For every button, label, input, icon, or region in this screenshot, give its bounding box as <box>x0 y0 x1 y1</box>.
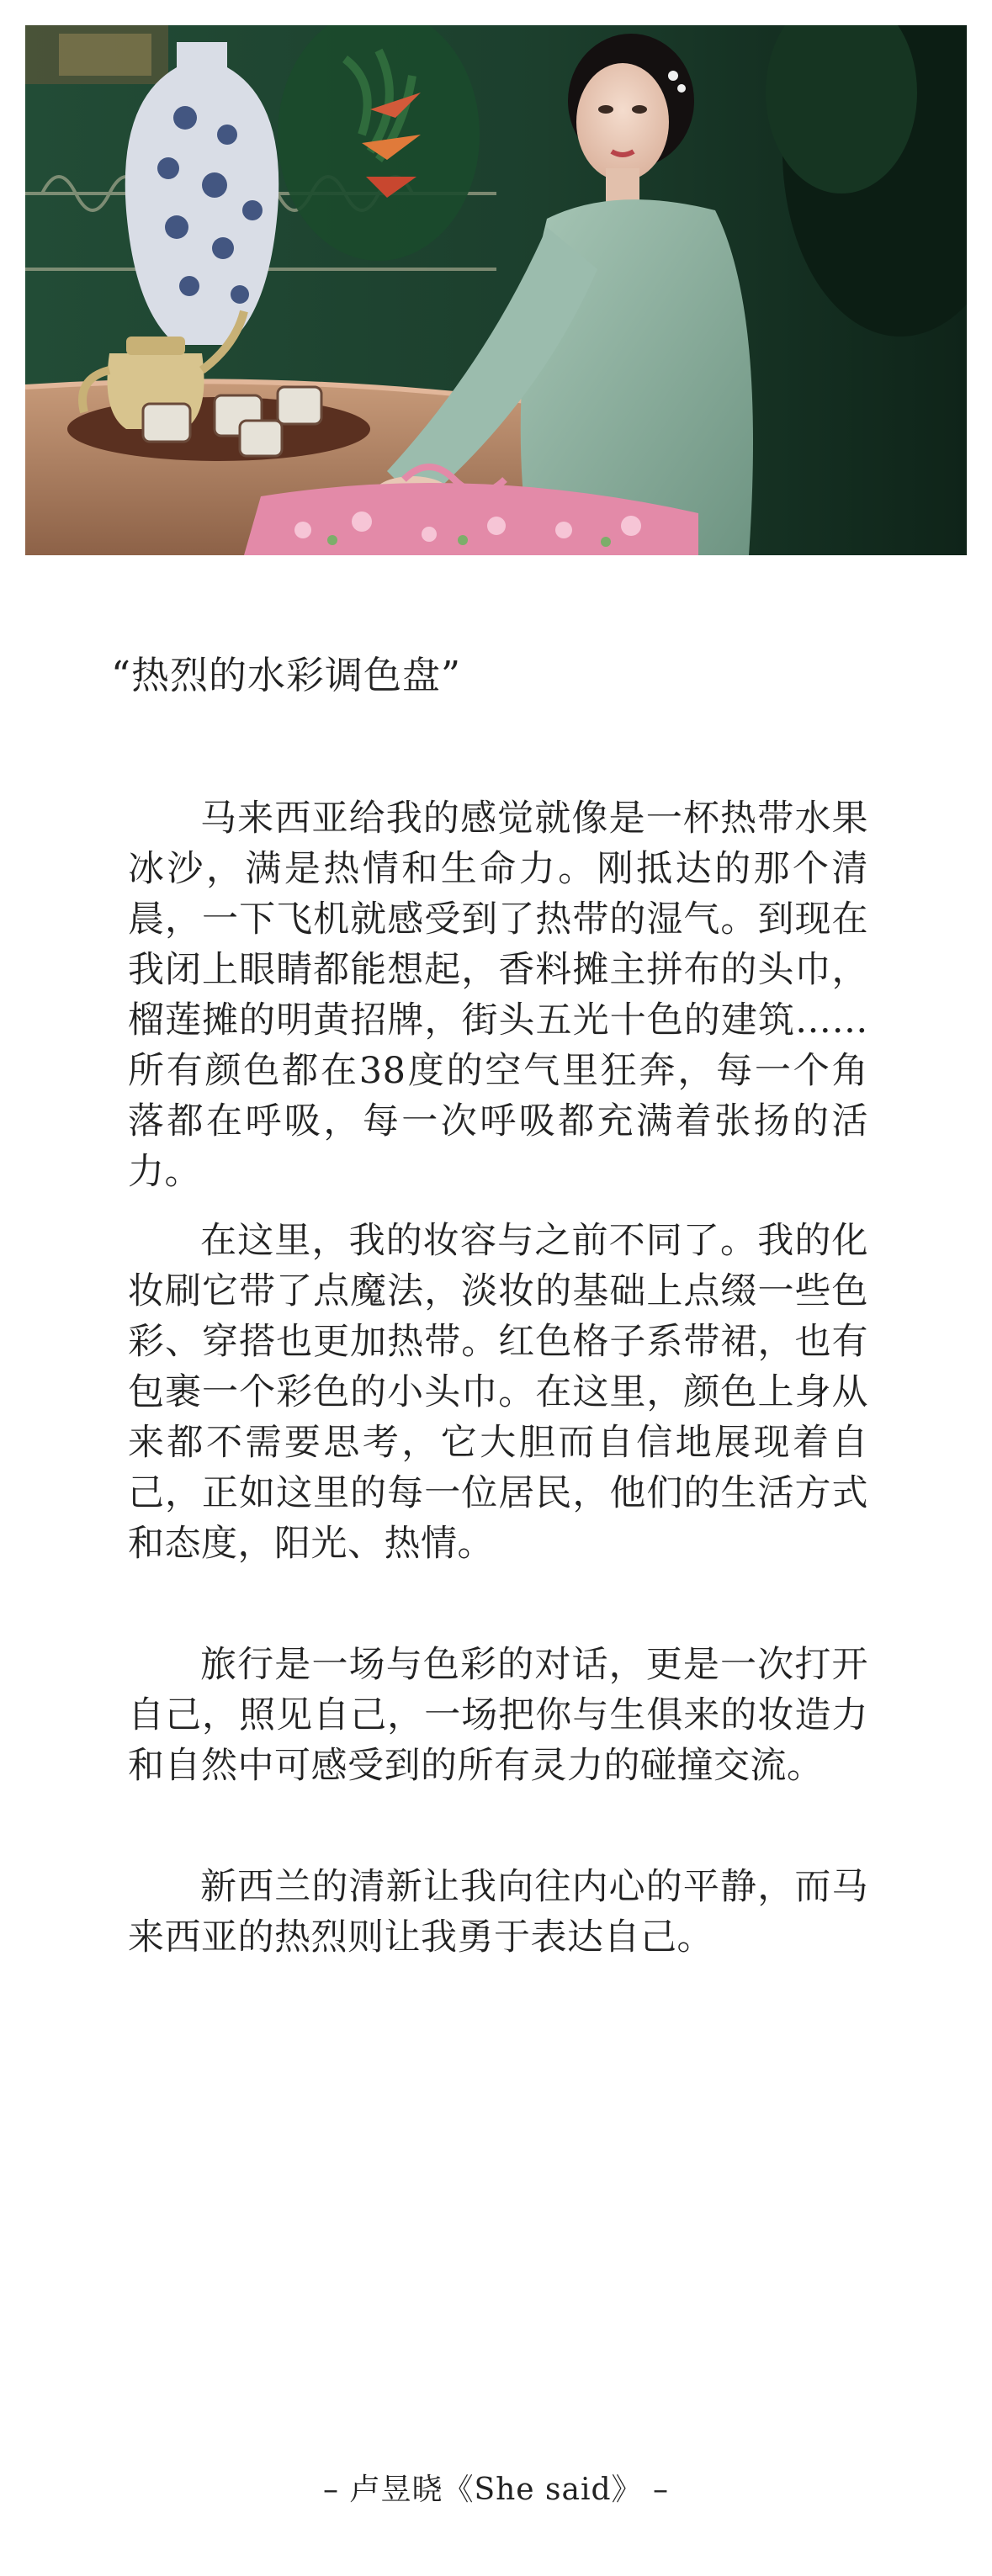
article-title: “热烈的水彩调色盘” <box>111 653 462 697</box>
paragraph-3: 旅行是一场与色彩的对话，更是一次打开自己，照见自己，一场把你与生俱来的妆造力和自然中可感受到的所有灵力的碰撞交流。 <box>128 1644 868 1787</box>
article-body <box>111 653 868 1963</box>
paragraph-2: 在这里，我的妆容与之前不同了。我的化妆刷它带了点魔法，淡妆的基础上点缀一些色彩、穿搭也更加热带。红色格子系带裙，也有包裹一个彩色的小头巾。在这里，颜色上身从来都不需要思考，它大胆而自信地展现着自己，正如这里的每一位居民，他们的生活方式和态度，阳光、热情。 <box>128 1220 868 1565</box>
woman-seated-with-tea-set-illustration <box>25 25 967 555</box>
paragraph-4: 新西兰的清新让我向往内心的平静，而马来西亚的热烈则让我勇于表达自己。 <box>128 1866 868 1959</box>
author-signature: – 卢昱晓《She said》 – <box>323 2473 669 2507</box>
hero-photo <box>25 25 967 555</box>
paragraph-1: 马来西亚给我的感觉就像是一杯热带水果冰沙，满是热情和生命力。刚抵达的那个清晨，一下飞机就感受到了热带的湿气。到现在我闭上眼睛都能想起，香料摊主拼布的头巾，榴莲摊的明黄招牌，街头五光十色的建筑……所有颜色都在38度的空气里狂奔，每一个角落都在呼吸，每一次呼吸都充满着张扬的活力。 <box>128 798 868 1193</box>
